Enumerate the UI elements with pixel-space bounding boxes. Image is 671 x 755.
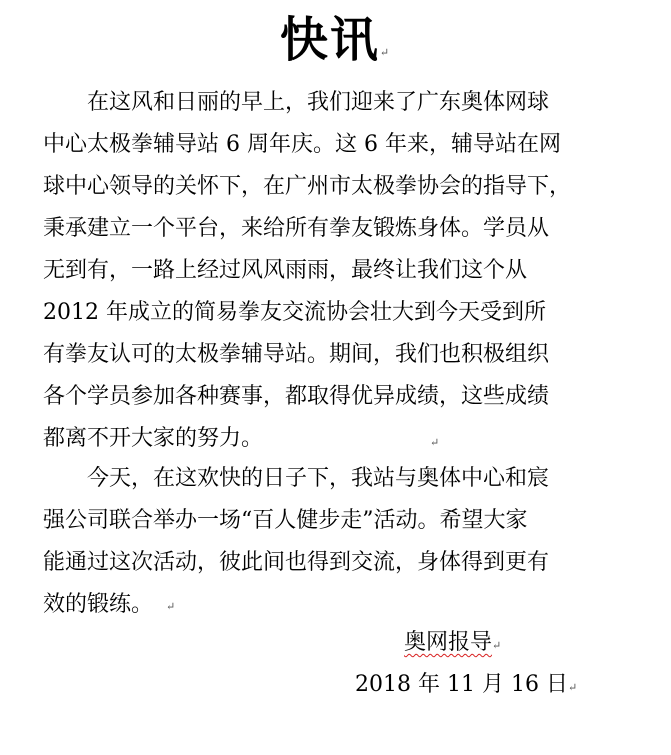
paragraph-2-line-3: 能通过这次活动，彼此间也得到交流，身体得到更有 <box>43 550 550 575</box>
date-line <box>355 668 577 705</box>
paragraph-1-line-3: 球中心领导的关怀下，在广州市太极拳协会的指导下， <box>43 174 572 199</box>
paragraph-1-line-6: 2012 年成立的简易拳友交流协会壮大到今天受到所 <box>43 300 546 325</box>
paragraph-1-line-2: 中心太极拳辅导站 6 周年庆。这 6 年来，辅导站在网 <box>43 132 561 157</box>
paragraph-1-line-8: 各个学员参加各种赛事，都取得优异成绩，这些成绩 <box>43 384 550 409</box>
paragraph-1-line-1: 在这风和日丽的早上，我们迎来了广东奥体网球 <box>43 90 550 115</box>
paragraph-2-line-4: 效的锻练。 <box>43 592 154 617</box>
paragraph-mark-icon: ↵ <box>430 436 440 449</box>
title-text: 快讯 <box>279 12 380 68</box>
paragraph-mark-icon: ↵ <box>492 639 502 652</box>
paragraph-1-line-7: 有拳友认可的太极拳辅导站。期间，我们也积极组织 <box>43 342 550 367</box>
signature-text: 奥网报导 <box>404 630 493 655</box>
paragraph-1-line-5: 无到有，一路上经过风风雨雨，最终让我们这个从 <box>43 258 528 283</box>
paragraph-1-line-4: 秉承建立一个平台，来给所有拳友锻炼身体。学员从 <box>43 216 550 241</box>
document-title <box>0 8 671 85</box>
paragraph-mark-icon: ↵ <box>567 681 578 694</box>
date-text: 2018 年 11 月 16 日 <box>355 672 568 697</box>
paragraph-1-line-9: 都离不开大家的努力。 <box>43 426 264 451</box>
paragraph-2-line-1: 今天，在这欢快的日子下，我站与奥体中心和宸 <box>43 466 550 491</box>
paragraph-2-line-2: 强公司联合举办一场“百人健步走”活动。希望大家 <box>43 508 528 533</box>
paragraph-mark-icon: ↵ <box>166 600 176 613</box>
paragraph-mark-icon: ↵ <box>379 46 392 59</box>
signature <box>404 626 501 663</box>
